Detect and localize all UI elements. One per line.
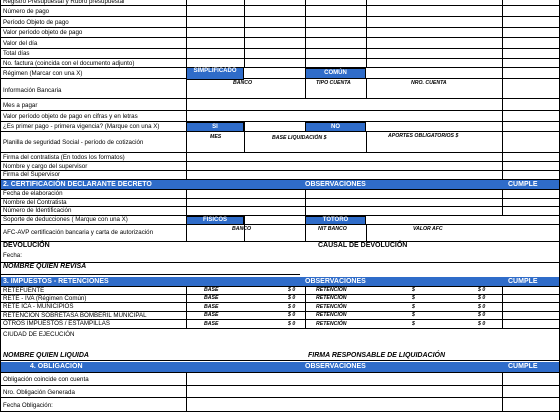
retention-value: $ 0 xyxy=(478,304,486,310)
liquidator-name-label: NOMBRE QUIEN LIQUIDA xyxy=(3,352,89,359)
grid-line xyxy=(305,79,306,99)
observations-header: OBSERVACIONES xyxy=(305,363,366,370)
form-row xyxy=(0,199,560,207)
base-value: $ 0 xyxy=(288,321,296,327)
retention-currency: $ xyxy=(412,312,415,318)
form-row xyxy=(0,38,560,49)
afc-value-header: VALOR AFC xyxy=(413,226,443,232)
retention-value: $ 0 xyxy=(478,321,486,327)
form-row xyxy=(0,373,560,386)
row-label: Mes a pagar xyxy=(3,102,38,109)
option-label: SIMPLIFICADO xyxy=(193,68,237,74)
row-label: Firma del Supervisor xyxy=(3,171,61,178)
form-row xyxy=(0,386,560,398)
option-no[interactable] xyxy=(305,122,366,132)
retention-value: $ 0 xyxy=(478,295,486,301)
row-label: Nombre del Contratista xyxy=(3,199,67,206)
retention-label: RETENCIÓN xyxy=(316,304,347,310)
retention-label: RETENCIÓN xyxy=(316,312,347,318)
bank-info-label: Información Bancaria xyxy=(3,87,62,94)
section-4-header xyxy=(0,362,560,373)
cumple-header: CUMPLE xyxy=(508,278,538,285)
month-header: MES xyxy=(210,134,222,140)
row-label: Valor del día xyxy=(3,40,38,47)
row-label: Nro. Obligación Generada xyxy=(3,389,75,396)
account-type-header: TIPO CUENTA xyxy=(316,80,351,86)
regimen-row xyxy=(0,68,560,79)
grid-line xyxy=(305,0,306,68)
base-label: BASE xyxy=(204,312,219,318)
observations-header: OBSERVACIONES xyxy=(305,278,366,285)
form-row xyxy=(0,162,560,171)
section-2-header xyxy=(0,180,560,190)
grid-line xyxy=(366,132,367,153)
form-row xyxy=(0,17,560,28)
grid-line xyxy=(244,0,245,68)
reviewer-name-label: NOMBRE QUIEN REVISA xyxy=(3,263,87,270)
row-label: Período Objeto de pago xyxy=(3,19,69,26)
grid-line xyxy=(366,0,367,68)
tax-row xyxy=(0,320,560,329)
retention-currency: $ xyxy=(412,304,415,310)
account-number-header: NRO. CUENTA xyxy=(411,80,447,86)
retention-currency: $ xyxy=(412,287,415,293)
grid-line xyxy=(186,287,187,329)
option-totoro[interactable] xyxy=(305,216,366,225)
row-label: Valor período objeto de pago en cifras y en letras xyxy=(3,113,138,120)
row-label: No. factura (coincida con el documento adjunto) xyxy=(3,60,135,67)
grid-line xyxy=(244,122,245,132)
section-title: 3. IMPUESTOS - RETENCIONES xyxy=(3,278,109,285)
row-label: Obligación coincide con cuenta xyxy=(3,376,89,383)
tax-label: RETEFUENTE xyxy=(3,287,45,294)
deductions-label: Soporte de deducciones ( Marque con una X) xyxy=(3,216,128,223)
base-value: $ 0 xyxy=(288,304,296,310)
base-label: BASE xyxy=(204,321,219,327)
return-label: DEVOLUCIÓN xyxy=(3,242,50,249)
first-payment-label: ¿Es primer pago - primera vigencia? (Marque con una X) xyxy=(3,123,160,130)
grid-line xyxy=(186,0,187,180)
return-cause-label: CAUSAL DE DEVOLUCIÓN xyxy=(318,242,408,249)
base-header: BASE LIQUIDACIÓN $ xyxy=(272,135,327,141)
form-row xyxy=(0,99,560,111)
retention-currency: $ xyxy=(412,295,415,301)
retention-label: RETENCIÓN xyxy=(316,295,347,301)
option-label: COMÚN xyxy=(324,70,347,76)
signature-line xyxy=(0,274,300,275)
retention-value: $ 0 xyxy=(478,312,486,318)
retention-label: RETENCIÓN xyxy=(316,287,347,293)
row-label: Registro Presupuestal y Rubro presupuestal xyxy=(3,0,125,5)
tax-row xyxy=(0,287,560,295)
social-security-label: Planilla de seguridad Social - período de cotización xyxy=(3,139,144,146)
option-comun[interactable] xyxy=(305,68,366,79)
base-value: $ 0 xyxy=(288,287,296,293)
row-label: Fecha Obligación: xyxy=(3,402,53,409)
form-row xyxy=(0,28,560,38)
row-label: Valor período objeto de pago xyxy=(3,29,83,36)
grid-line xyxy=(502,287,503,329)
tax-label: RETE - IVA (Régimen Común) xyxy=(3,295,87,302)
form-row xyxy=(0,49,560,59)
return-row xyxy=(0,242,560,263)
date-label: Fecha: xyxy=(3,252,22,259)
grid-line xyxy=(502,373,503,412)
base-value: $ 0 xyxy=(288,312,296,318)
retention-currency: $ xyxy=(412,321,415,327)
tax-label: RETE ICA - MUNICIPIOS xyxy=(3,303,74,310)
grid-line xyxy=(305,190,306,242)
form-row xyxy=(0,59,560,68)
row-label: Número de Identificación xyxy=(3,207,72,214)
execution-city-label: CIUDAD DE EJECUCIÓN xyxy=(3,331,75,338)
section-title: 2. CERTIFICACIÓN DECLARANTE DECRETO xyxy=(3,181,152,188)
option-label: SI xyxy=(212,124,218,130)
tax-row xyxy=(0,295,560,303)
retention-label: RETENCIÓN xyxy=(316,321,347,327)
cumple-header: CUMPLE xyxy=(508,363,538,370)
bank-header: BANCO xyxy=(233,80,253,86)
grid-line xyxy=(502,0,503,180)
option-label: NO xyxy=(331,124,340,130)
cumple-header: CUMPLE xyxy=(508,181,538,188)
form-row xyxy=(0,153,560,162)
afc-label: AFC-AVP certificación bancaria y carta de autorización xyxy=(3,229,154,236)
regimen-label: Régimen (Marcar con una X) xyxy=(3,70,83,77)
row-label: Nombre y cargo del supervisor xyxy=(3,163,88,170)
contributions-header: APORTES OBLIGATORIOS $ xyxy=(388,133,459,139)
row-label: Total días xyxy=(3,50,30,57)
section-title: 4. OBLIGACIÓN xyxy=(30,363,83,370)
first-payment-row xyxy=(0,122,560,132)
form-row xyxy=(0,171,560,180)
grid-line xyxy=(305,287,306,329)
grid-line xyxy=(186,373,187,412)
grid-line xyxy=(244,216,245,242)
row-label: Fecha de elaboración xyxy=(3,190,63,197)
grid-line xyxy=(366,225,367,242)
form-row xyxy=(0,398,560,412)
deductions-row xyxy=(0,216,560,225)
grid-line xyxy=(0,0,1,412)
bank-nit-header: NIT BANCO xyxy=(318,226,347,232)
bank-header: BANCO xyxy=(232,226,252,232)
option-si[interactable] xyxy=(186,122,244,132)
option-fisicos[interactable] xyxy=(186,216,244,225)
form-row xyxy=(0,207,560,216)
row-label: Número de pago xyxy=(3,8,50,15)
base-label: BASE xyxy=(204,287,219,293)
option-label: TOTORO xyxy=(322,217,349,223)
form-row xyxy=(0,6,560,17)
retention-value: $ 0 xyxy=(478,287,486,293)
bank-info-row xyxy=(0,79,560,99)
grid-line xyxy=(244,132,245,153)
observations-header: OBSERVACIONES xyxy=(305,181,366,188)
base-label: BASE xyxy=(204,304,219,310)
tax-row xyxy=(0,312,560,320)
afc-row xyxy=(0,225,560,242)
tax-row xyxy=(0,303,560,312)
tax-label: OTROS IMPUESTOS / ESTAMPILLAS xyxy=(3,320,111,327)
grid-line xyxy=(186,190,187,242)
grid-line xyxy=(502,190,503,216)
liquidation-signature-label: FIRMA RESPONSABLE DE LIQUIDACIÓN xyxy=(308,352,446,359)
base-label: BASE xyxy=(204,295,219,301)
form-row xyxy=(0,190,560,199)
section-3-header xyxy=(0,277,560,287)
tax-label: RETENCIÓN SOBRETASA BOMBERIL MUNICIPAL xyxy=(3,312,147,319)
row-label: Firma del contratista (En todos los formatos) xyxy=(3,154,125,161)
base-value: $ 0 xyxy=(288,295,296,301)
grid-line xyxy=(366,79,367,99)
form-row xyxy=(0,111,560,122)
option-label: FISICOS xyxy=(202,217,227,223)
